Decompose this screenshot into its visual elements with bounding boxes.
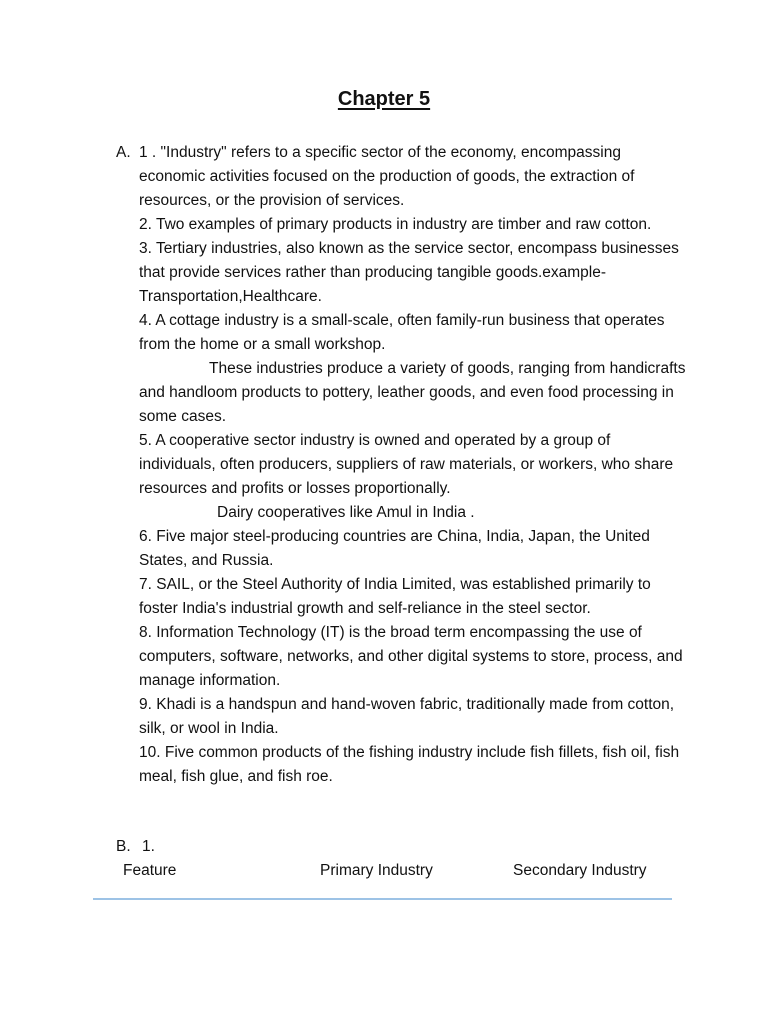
section-a <box>116 141 686 789</box>
answer-4: 4. A cottage industry is a small-scale, often family-run business that operates from the home or a small workshop. <box>139 312 665 353</box>
answer-5: 5. A cooperative sector industry is owned and operated by a group of individuals, often producers, suppliers of raw materials, or workers, who share resources and profits or losses proportionally. <box>139 432 674 497</box>
answer-6: 6. Five major steel-producing countries are China, India, Japan, the United States, and Russia. <box>139 528 650 569</box>
table-header-secondary-industry: Secondary Industry <box>513 862 647 879</box>
table-header-primary-industry: Primary Industry <box>320 862 433 879</box>
table-divider <box>93 898 672 900</box>
section-a-items <box>139 141 686 789</box>
answer-1: 1 . "Industry" refers to a specific sector of the economy, encompassing economic activities focused on the production of goods, the extraction of resources, or the provision of services. <box>139 144 635 209</box>
answer-10: 10. Five common products of the fishing industry include fish fillets, fish oil, fish meal, fish glue, and fish roe. <box>139 744 680 785</box>
section-b <box>116 835 686 859</box>
section-a-marker: A. <box>116 144 131 161</box>
answer-4-continuation: These industries produce a variety of goods, ranging from handicrafts and handloom products to pottery, leather goods, and even food processing in some cases. <box>139 360 686 425</box>
section-b-item-number: 1. <box>141 838 155 855</box>
chapter-title: Chapter 5 <box>337 88 431 110</box>
answer-2: 2. Two examples of primary products in industry are timber and raw cotton. <box>139 216 652 233</box>
answer-5-example: Dairy cooperatives like Amul in India . <box>217 504 475 521</box>
comparison-table-header <box>0 859 768 883</box>
answer-3: 3. Tertiary industries, also known as the service sector, encompass businesses that provide services rather than producing tangible goods.example-Transportation,Healthcare. <box>139 240 679 305</box>
section-b-marker: B. <box>116 838 131 855</box>
answer-8: 8. Information Technology (IT) is the broad term encompassing the use of computers, software, networks, and other digital systems to store, process, and manage information. <box>139 624 683 689</box>
table-header-feature: Feature <box>123 862 177 879</box>
answer-9: 9. Khadi is a handspun and hand-woven fabric, traditionally made from cotton, silk, or wool in India. <box>139 696 675 737</box>
answer-7: 7. SAIL, or the Steel Authority of India Limited, was established primarily to foster India's industrial growth and self-reliance in the steel sector. <box>139 576 651 617</box>
